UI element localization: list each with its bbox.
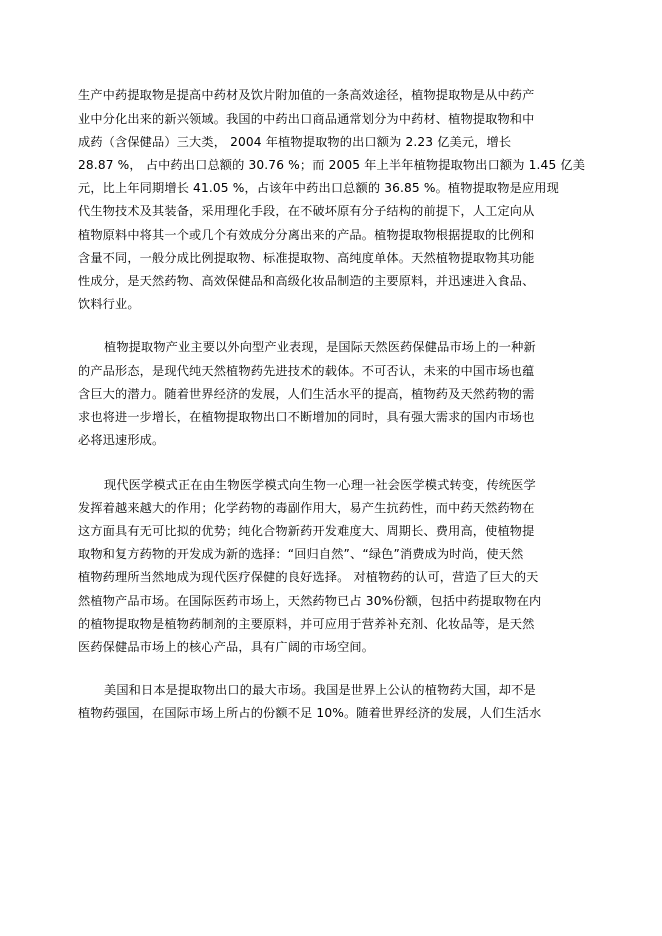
text-line: 现代医学模式正在由生物医学模式向生物一心理一社会医学模式转变，传统医学	[104, 478, 536, 492]
text-line: 的产品形态，是现代纯天然植物药先进技术的载体。不可否认，未来的中国市场也蕴	[78, 364, 535, 378]
text-line: 植物药理所当然地成为现代医疗保健的良好选择。 对植物药的认可，营造了巨大的天	[78, 570, 539, 584]
text-line: 28.87 %， 占中药出口总额的 30.76 %；而 2005 年上半年植物提取物出口额为 1.45 亿美	[78, 158, 586, 172]
text-line: 元，比上年同期增长 41.05 %，占该年中药出口总额的 36.85 %。植物提取物是应用现	[78, 181, 559, 195]
text-line: 植物药强国，在国际市场上所占的份额不足 10%。随着世界经济的发展，人们生活水	[78, 706, 542, 720]
text-line: 必将迅速形成。	[78, 433, 165, 447]
text-line: 发挥着越来越大的作用；化学药物的毒副作用大，易产生抗药性，而中药天然药物在	[78, 501, 535, 515]
text-line: 业中分化出来的新兴领域。我国的中药出口商品通常划分为中药材、植物提取物和中	[78, 112, 535, 126]
text-line: 这方面具有无可比拟的优势；纯化合物新药开发难度大、周期长、费用高，使植物提	[78, 524, 535, 538]
text-line: 饮料行业。	[78, 297, 140, 311]
text-line: 含量不同，一般分成比例提取物、标准提取物、高纯度单体。天然植物提取物其功能	[78, 251, 535, 265]
text-line: 医药保健品市场上的核心产品，具有广阔的市场空间。	[78, 640, 375, 654]
text-line: 植物原料中将其一个或几个有效成分分离出来的产品。植物提取物根据提取的比例和	[78, 228, 535, 242]
text-line: 然植物产品市场。在国际医药市场上，天然药物已占 30%份额，包括中药提取物在内	[78, 594, 542, 608]
text-line: 含巨大的潜力。随着世界经济的发展，人们生活水平的提高，植物药及天然药物的需	[78, 387, 535, 401]
text-line: 成药（含保健品）三大类， 2004 年植物提取物的出口额为 2.23 亿美元，增长	[78, 135, 512, 149]
text-line: 植物提取物产业主要以外向型产业表现，是国际天然医药保健品市场上的一种新	[104, 340, 536, 354]
text-line: 生产中药提取物是提高中药材及饮片附加值的一条高效途径，植物提取物是从中药产	[78, 88, 535, 102]
text-line: 取物和复方药物的开发成为新的选择：“回归自然”、“绿色”消费成为时尚，使天然	[78, 547, 524, 561]
text-line: 的植物提取物是植物药制剂的主要原料，并可应用于营养补充剂、化妆品等，是天然	[78, 617, 535, 631]
text-line: 求也将进一步增长，在植物提取物出口不断增加的同时，具有强大需求的国内市场也	[78, 410, 535, 424]
text-line: 代生物技术及其装备，采用理化手段，在不破坏原有分子结构的前提下，人工定向从	[78, 204, 535, 218]
text-line: 性成分，是天然药物、高效保健品和高级化妆品制造的主要原料，并迅速进入食品、	[78, 274, 535, 288]
text-line: 美国和日本是提取物出口的最大市场。我国是世界上公认的植物药大国，却不是	[104, 683, 536, 697]
